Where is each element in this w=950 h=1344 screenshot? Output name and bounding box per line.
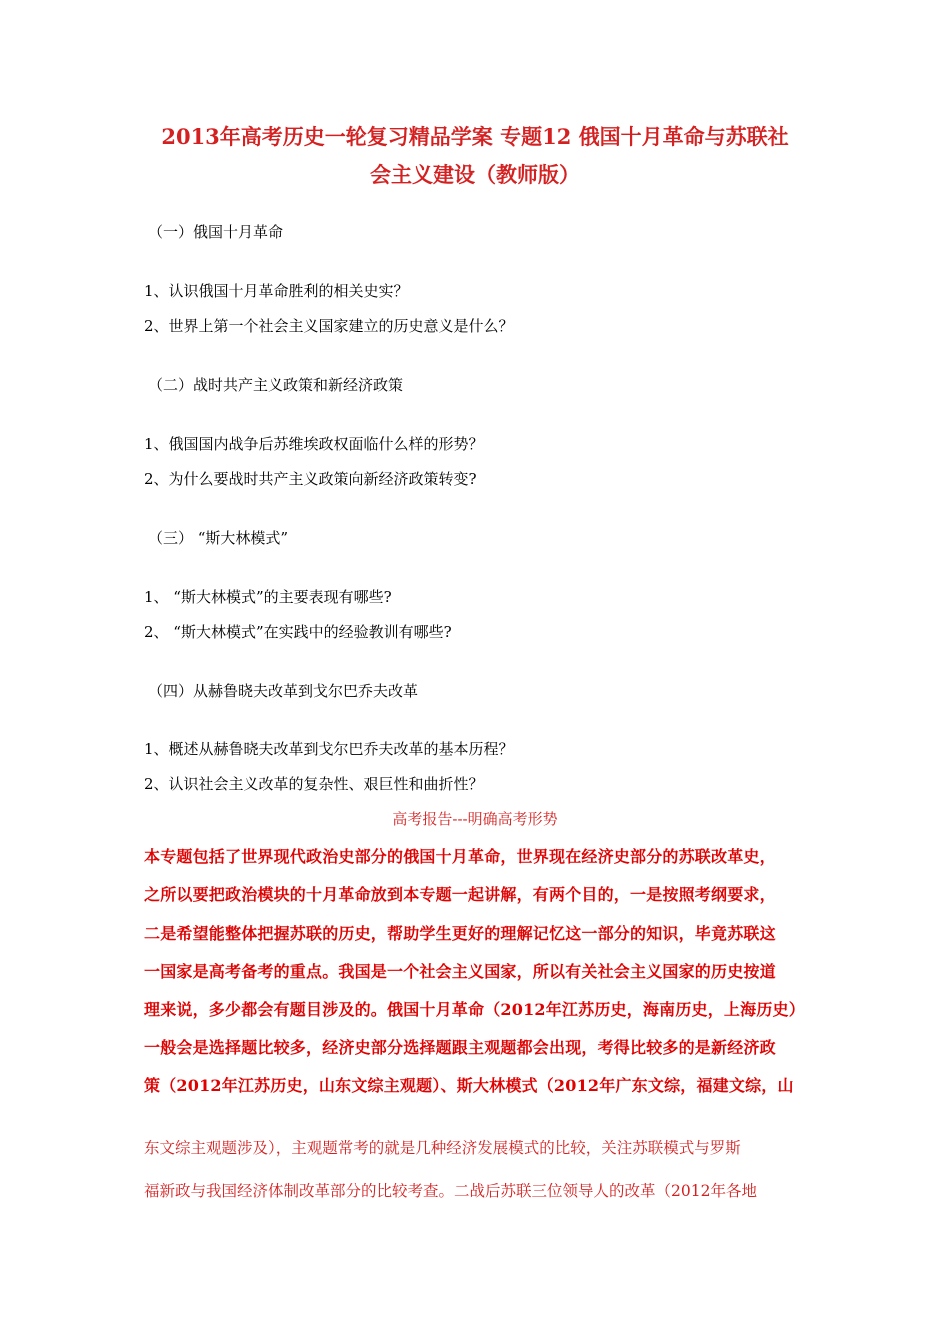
document-title-line-1: 2013年高考历史一轮复习精品学案 专题12 俄国十月革命与苏联社 [161, 124, 789, 149]
section-heading-3: （三） “斯大林模式” [148, 529, 289, 547]
question-item: 1、俄国国内战争后苏维埃政权面临什么样的形势？ [144, 435, 484, 453]
section-heading-4: （四）从赫鲁晓夫改革到戈尔巴乔夫改革 [148, 682, 419, 700]
report-text-line: 一国家是高考备考的重点。我国是一个社会主义国家，所以有关社会主义国家的历史按道 [144, 962, 776, 981]
question-item: 1、概述从赫鲁晓夫改革到戈尔巴乔夫改革的基本历程？ [144, 740, 514, 758]
report-text-line: 策（2012年江苏历史，山东文综主观题）、斯大林模式（2012年广东文综，福建文综，山 [144, 1076, 794, 1095]
report-text-line: 二是希望能整体把握苏联的历史，帮助学生更好的理解记忆这一部分的知识，毕竟苏联这 [144, 924, 776, 943]
report-text-line: 福新政与我国经济体制改革部分的比较考查。二战后苏联三位领导人的改革（2012年各地 [144, 1182, 757, 1200]
question-item: 2、认识社会主义改革的复杂性、艰巨性和曲折性？ [144, 775, 484, 793]
report-text-line: 理来说，多少都会有题目涉及的。俄国十月革命（2012年江苏历史，海南历史，上海历史） [144, 1000, 805, 1019]
question-item: 1、 “斯大林模式”的主要表现有哪些? [144, 588, 392, 606]
question-item: 2、世界上第一个社会主义国家建立的历史意义是什么？ [144, 317, 514, 335]
document-title-line-2: 会主义建设（教师版） [370, 162, 580, 187]
report-text-line: 东文综主观题涉及），主观题常考的就是几种经济发展模式的比较，关注苏联模式与罗斯 [144, 1139, 741, 1157]
question-item: 1、认识俄国十月革命胜利的相关史实？ [144, 282, 409, 300]
question-item: 2、 “斯大林模式”在实践中的经验教训有哪些? [144, 623, 452, 641]
report-text-line: 之所以要把政治模块的十月革命放到本专题一起讲解，有两个目的，一是按照考纲要求， [144, 885, 776, 904]
question-item: 2、为什么要战时共产主义政策向新经济政策转变? [144, 470, 477, 488]
report-text-line: 本专题包括了世界现代政治史部分的俄国十月革命，世界现在经济史部分的苏联改革史， [144, 847, 776, 866]
section-heading-1: （一）俄国十月革命 [148, 223, 284, 241]
report-text-line: 一般会是选择题比较多，经济史部分选择题跟主观题都会出现，考得比较多的是新经济政 [144, 1038, 776, 1057]
section-heading-2: （二）战时共产主义政策和新经济政策 [148, 376, 404, 394]
report-banner: 高考报告---明确高考形势 [392, 810, 558, 828]
